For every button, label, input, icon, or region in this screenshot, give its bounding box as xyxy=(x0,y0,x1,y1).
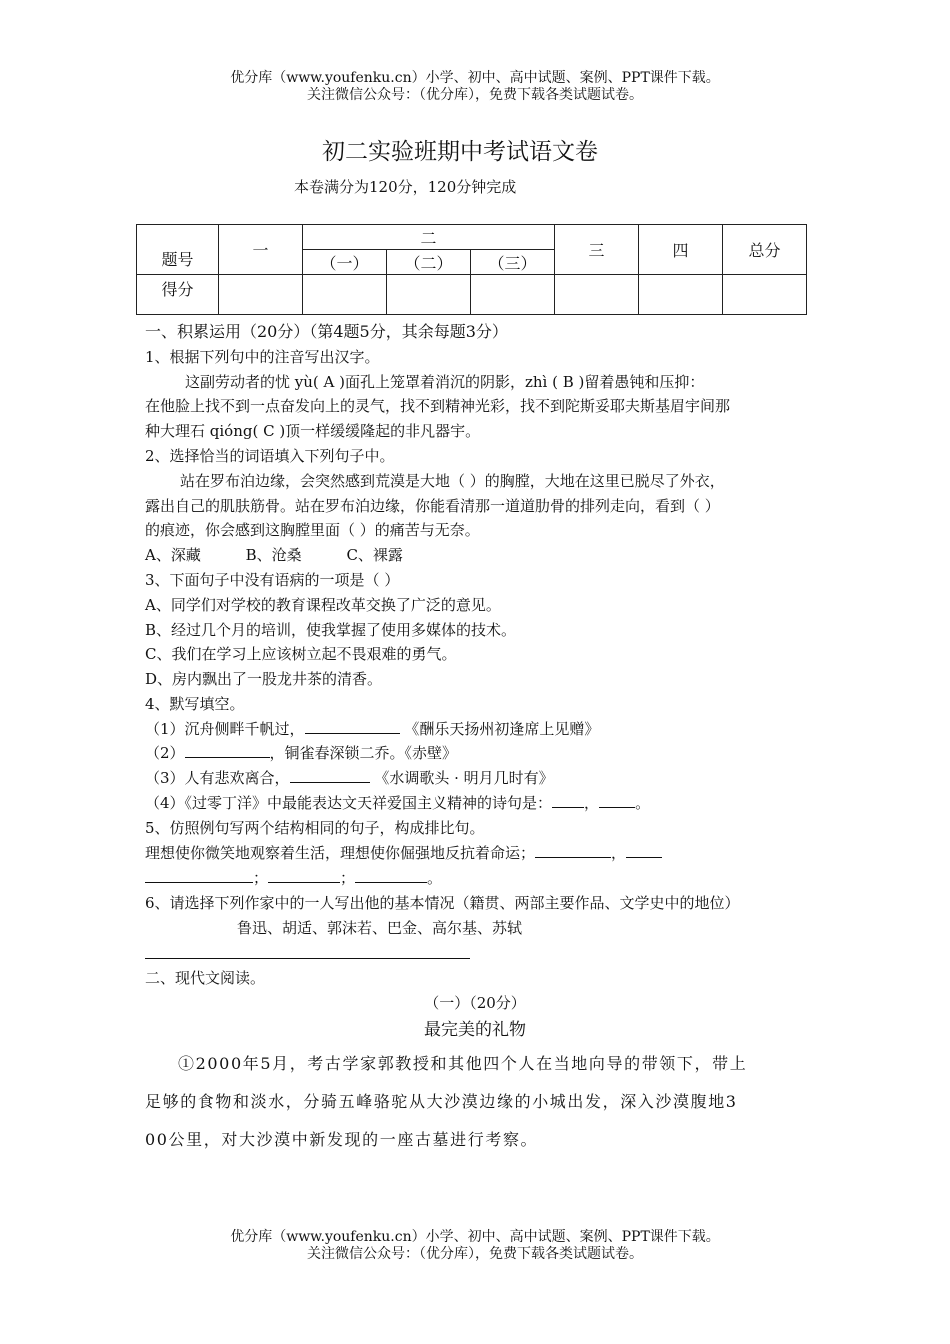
q4-item-1 xyxy=(145,718,599,739)
score-cell[interactable] xyxy=(219,275,303,315)
q1-paragraph-line3: 种大理石 qióng( C )顶一样缓缓隆起的非凡器宇。 xyxy=(145,422,481,440)
section-1-heading: 一、积累运用（20分）（第4题5分，其余每题3分） xyxy=(145,322,508,341)
q5-semicolon: ； xyxy=(253,869,269,887)
q1-paragraph-line2: 在他脸上找不到一点奋发向上的灵气，找不到精神光彩，找不到陀斯妥耶夫斯基眉宇间那 xyxy=(145,397,731,415)
q1-prompt: 1、根据下列句中的注音写出汉字。 xyxy=(145,348,380,366)
page-subtitle: 本卷满分为120分，120分钟完成 xyxy=(294,178,517,196)
q4-item-2-blank[interactable] xyxy=(185,743,270,758)
q5-blank-5[interactable] xyxy=(355,868,427,883)
score-table-col-1: 一 xyxy=(219,225,303,275)
q5-example xyxy=(145,842,662,863)
page-header-line1: 优分库（www.youfenku.cn）小学、初中、高中试题、案例、PPT课件下载。 xyxy=(230,70,720,86)
score-table-col-2-sub-3: （三） xyxy=(471,250,555,275)
part-1-label: （一）（20分） xyxy=(424,994,526,1012)
q4-item-4 xyxy=(145,792,650,813)
q3-option-d: D、房内飘出了一股龙井茶的清香。 xyxy=(145,670,383,688)
q4-item-2-label: （2） xyxy=(145,744,185,762)
score-table-col-2-sub-1: （一） xyxy=(303,250,387,275)
q6-prompt: 6、请选择下列作家中的一人写出他的基本情况（籍贯、两部主要作品、文学史中的地位） xyxy=(145,894,740,912)
q2-option-c: C、裸露 xyxy=(346,546,403,564)
q4-item-4-text: （4）《过零丁洋》中最能表达文天祥爱国主义精神的诗句是： xyxy=(145,794,553,812)
q4-item-1-blank[interactable] xyxy=(305,719,400,734)
q4-item-3-blank[interactable] xyxy=(290,768,370,783)
q5-semicolon: ； xyxy=(340,869,356,887)
score-table-col-3: 三 xyxy=(555,225,639,275)
q6-authors: 鲁迅、胡适、郭沫若、巴金、高尔基、苏轼 xyxy=(237,919,523,937)
q3-option-c: C、我们在学习上应该树立起不畏艰难的勇气。 xyxy=(145,645,457,663)
q3-prompt: 3、下面句子中没有语病的一项是（ ） xyxy=(145,571,400,589)
score-table-col-2: 二 xyxy=(303,225,555,250)
q4-prompt: 4、默写填空。 xyxy=(145,695,245,713)
score-table-total: 总分 xyxy=(723,225,807,275)
page-title: 初二实验班期中考试语文卷 xyxy=(322,139,598,165)
score-cell[interactable] xyxy=(723,275,807,315)
score-table-row-label: 题号 xyxy=(137,225,219,275)
article-para-1-line1: ①2000年5月，考古学家郭教授和其他四个人在当地向导的带领下，带上 xyxy=(178,1054,748,1073)
score-table xyxy=(136,224,807,315)
q4-item-4-blank-1[interactable] xyxy=(552,793,584,808)
q4-item-3-source: 《水调歌头 · 明月几时有》 xyxy=(374,769,554,787)
q5-blank-1[interactable] xyxy=(535,843,611,858)
q4-item-2 xyxy=(145,742,457,763)
page-footer-line2: 关注微信公众号：（优分库），免费下载各类试题试卷。 xyxy=(307,1246,643,1262)
q5-blank-4[interactable] xyxy=(268,868,340,883)
q4-item-1-source: 《酬乐天扬州初逢席上见赠》 xyxy=(404,720,600,738)
q5-comma: ， xyxy=(611,844,627,862)
q2-option-a: A、深藏 xyxy=(145,546,201,564)
q4-item-4-blank-2[interactable] xyxy=(599,793,635,808)
q2-paragraph-line1: 站在罗布泊边缘，会突然感到荒漠是大地（ ）的胸膛，大地在这里已脱尽了外衣， xyxy=(180,472,725,490)
score-cell[interactable] xyxy=(555,275,639,315)
q4-item-3 xyxy=(145,767,554,788)
q2-prompt: 2、选择恰当的词语填入下列句子中。 xyxy=(145,447,395,465)
score-table-col-4: 四 xyxy=(639,225,723,275)
q4-item-4-comma: ， xyxy=(584,794,600,812)
q5-blank-3[interactable] xyxy=(145,868,253,883)
q2-paragraph-line3: 的痕迹，你会感到这胸膛里面（ ）的痛苦与无奈。 xyxy=(145,521,480,539)
q5-prompt: 5、仿照例句写两个结构相同的句子，构成排比句。 xyxy=(145,819,485,837)
q2-paragraph-line2: 露出自己的肌肤筋骨。站在罗布泊边缘，你能看清那一道道肋骨的排列走向，看到（ ） xyxy=(145,497,720,515)
article-para-1-line2: 足够的食物和淡水，分骑五峰骆驼从大沙漠边缘的小城出发，深入沙漠腹地3 xyxy=(145,1092,738,1111)
page-header-line2: 关注微信公众号：（优分库），免费下载各类试题试卷。 xyxy=(307,87,643,103)
article-para-1-line3: 00公里，对大沙漠中新发现的一座古墓进行考察。 xyxy=(145,1130,539,1149)
q2-option-b: B、沧桑 xyxy=(245,546,302,564)
q5-answer-line xyxy=(145,867,442,888)
q3-option-a: A、同学们对学校的教育课程改革交换了广泛的意见。 xyxy=(145,596,501,614)
q4-item-1-text: （1）沉舟侧畔千帆过， xyxy=(145,720,305,738)
q5-example-text: 理想使你微笑地观察着生活，理想使你倔强地反抗着命运； xyxy=(145,844,536,862)
q2-options xyxy=(145,544,403,565)
q1-paragraph-line1: 这副劳动者的忧 yù( A )面孔上笼罩着消沉的阴影，zhì ( B )留着愚钝和压抑： xyxy=(185,373,705,391)
article-title: 最完美的礼物 xyxy=(424,1020,526,1040)
score-cell[interactable] xyxy=(471,275,555,315)
score-table-col-2-sub-2: （二） xyxy=(387,250,471,275)
q4-item-2-text: ，铜雀春深锁二乔。《赤壁》 xyxy=(269,744,458,762)
section-2-heading: 二、现代文阅读。 xyxy=(145,969,266,987)
q6-answer-line[interactable] xyxy=(145,958,470,959)
score-cell[interactable] xyxy=(639,275,723,315)
score-cell[interactable] xyxy=(387,275,471,315)
score-table-score-label: 得分 xyxy=(137,275,219,315)
score-cell[interactable] xyxy=(303,275,387,315)
page-footer-line1: 优分库（www.youfenku.cn）小学、初中、高中试题、案例、PPT课件下载。 xyxy=(230,1229,720,1245)
q5-period: 。 xyxy=(427,869,443,887)
q3-option-b: B、经过几个月的培训，使我掌握了使用多媒体的技术。 xyxy=(145,621,517,639)
q4-item-4-period: 。 xyxy=(635,794,651,812)
q4-item-3-text: （3）人有悲欢离合， xyxy=(145,769,290,787)
q5-blank-2[interactable] xyxy=(626,843,662,858)
